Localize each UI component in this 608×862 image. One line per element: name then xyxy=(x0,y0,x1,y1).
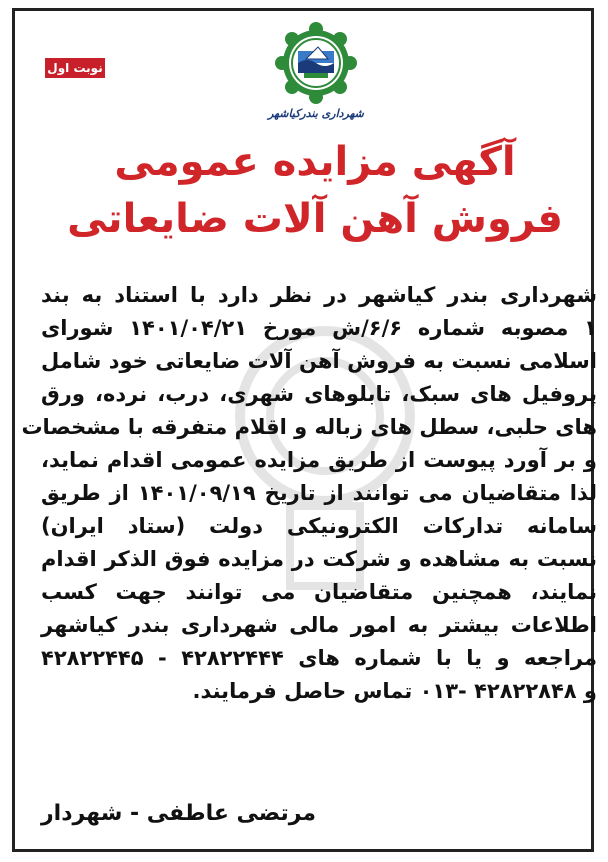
emblem-icon xyxy=(266,19,366,107)
body-line: سامانه تدارکات الکترونیکی دولت (ستاد ایران) xyxy=(41,514,597,538)
publication-badge: نوبت اول xyxy=(45,58,105,78)
notice-body xyxy=(21,279,597,708)
body-line: و بر آورد پیوست از طریق مزایده عمومی اقدام نماید، xyxy=(41,448,597,472)
body-line: و ۴۲۸۲۲۸۴۸ -۰۱۳ تماس حاصل فرمایند. xyxy=(192,679,597,703)
body-line: اسلامی نسبت به فروش آهن آلات ضایعاتی خود شامل xyxy=(41,349,597,373)
body-line: مراجعه و یا با شماره های ۴۲۸۲۲۴۴۴ - ۴۲۸۲۲۴۴۵ xyxy=(41,646,597,670)
body-line: شهرداری بندر کیاشهر در نظر دارد با استناد به بند xyxy=(41,283,597,307)
notice-title: آگهی مزایده عمومی xyxy=(114,139,516,185)
body-line: پروفیل های سبک، تابلوهای شهری، درب، نرده، ورق xyxy=(41,382,597,406)
body-line: لذا متقاضیان می توانند از تاریخ ۱۴۰۱/۰۹/۱۹ از طریق xyxy=(41,481,597,505)
body-line: نمایند، همچنین متقاضیان می توانند جهت کسب xyxy=(41,580,597,604)
body-line: های حلبی، سطل های زباله و اقلام متفرقه با مشخصات xyxy=(21,415,597,439)
logo-caption: شهرداری بندرکیاشهر xyxy=(268,107,364,120)
notice-subtitle: فروش آهن آلات ضایعاتی xyxy=(67,196,563,242)
signature-text: مرتضی عاطفی - شهردار xyxy=(41,801,317,826)
municipality-logo xyxy=(266,19,366,127)
body-line: اطلاعات بیشتر به امور مالی شهرداری بندر کیاشهر xyxy=(41,613,597,637)
notice-frame xyxy=(12,8,597,852)
body-line: نسبت به مشاهده و شرکت در مزایده فوق الذکر اقدام xyxy=(41,547,597,571)
signature xyxy=(41,801,597,826)
body-line: ۱ مصوبه شماره ۶/۶/ش مورخ ۱۴۰۱/۰۴/۲۱ شورای xyxy=(41,316,597,340)
